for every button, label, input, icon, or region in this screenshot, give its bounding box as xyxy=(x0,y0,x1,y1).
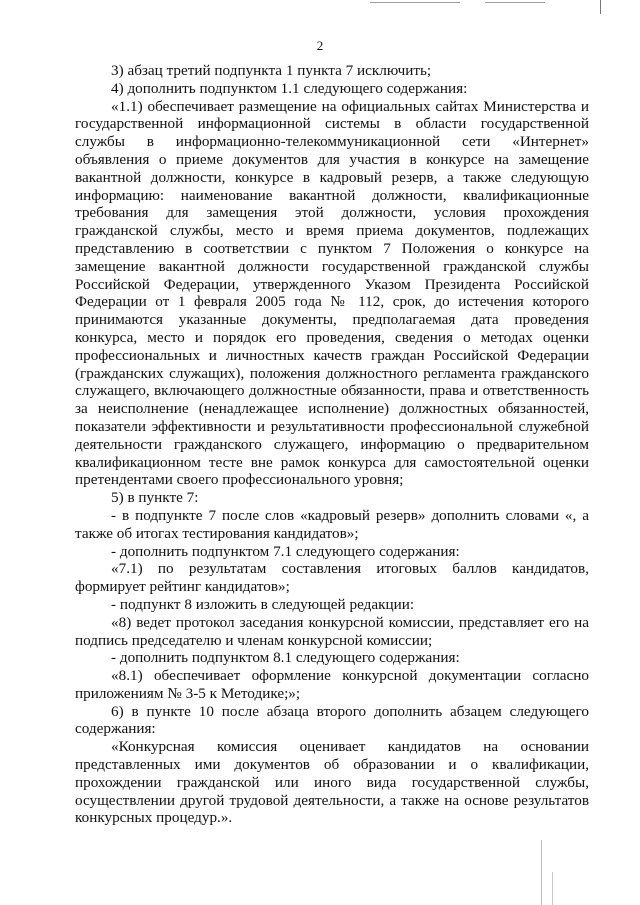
paragraph: «7.1) по результатам составления итоговых баллов кандидатов, формирует рейтинг кандидатов»; xyxy=(75,560,589,596)
scan-artifact-line xyxy=(485,2,545,3)
paragraph: «Конкурсная комиссия оценивает кандидатов на основании представленных ими документов об образовании и о квалификации, прохождении гражданской или иного вида государственной службы, осуществлении другой трудовой деятельности, а также на основе результатов конкурсных процедур.». xyxy=(75,738,589,827)
paragraph: 4) дополнить подпунктом 1.1 следующего содержания: xyxy=(111,79,468,97)
paragraph: 6) в пункте 10 после абзаца второго дополнить абзацем следующего содержания: xyxy=(75,702,589,738)
scan-artifact-mark xyxy=(600,0,601,14)
paragraph: - в подпункте 7 после слов «кадровый резерв» дополнить словами «, а также об итогах тестирования кандидатов»; xyxy=(75,506,589,542)
paragraph: - дополнить подпунктом 8.1 следующего содержания: xyxy=(111,649,460,667)
paragraph: - подпункт 8 изложить в следующей редакции: xyxy=(111,595,415,613)
page-number: 2 xyxy=(316,38,324,53)
paragraph: «8) ведет протокол заседания конкурсной комиссии, представляет его на подпись председателю и членам конкурсной комиссии; xyxy=(75,613,589,649)
scan-artifact-mark xyxy=(552,872,553,905)
paragraph: «8.1) обеспечивает оформление конкурсной документации согласно приложениям № 3-5 к Методике;»; xyxy=(75,667,589,702)
document-body xyxy=(75,62,589,827)
scan-artifact-line xyxy=(370,2,460,3)
scan-artifact-mark xyxy=(541,840,542,905)
paragraph: 3) абзац третий подпункта 1 пункта 7 исключить; xyxy=(111,62,432,79)
paragraph: - дополнить подпунктом 7.1 следующего содержания: xyxy=(111,542,460,560)
paragraph: «1.1) обеспечивает размещение на официальных сайтах Министерства и государственной информационной системы в области государственной службы в информационно-телекоммуникационной сети «Интернет» объявления о приеме документов для участия в конкурсе на замещение вакантной должности, конкурсе в кадровый резерв, а также следующую информацию: наименование вакантной должности, квалификационные требования для замещения этой должности, условия прохождения гражданской службы, место и время приема документов, подлежащих представлению в соответствии с пунктом 7 Положения о конкурсе на замещение вакантной должности государственной гражданской службы Российской Федерации, утвержденного Указом Президента Российской Федерации от 1 февраля 2005 года № 112, срок, до истечения которого принимаются указанные документы, предполагаемая дата проведения конкурса, место и порядок его проведения, сведения о методах оценки профессиональных и личностных качеств граждан Российской Федерации (гражданских служащих), положения должностного регламента гражданского служащего, включающего должностные обязанности, права и ответственность за неисполнение (ненадлежащее исполнение) должностных обязанностей, показатели эффективности и результативности профессиональной служебной деятельности гражданского служащего, информацию о предварительном квалификационном тесте вне рамок конкурса для самостоятельной оценки претендентами своего профессионального уровня; xyxy=(75,97,589,489)
paragraph: 5) в пункте 7: xyxy=(111,489,199,507)
